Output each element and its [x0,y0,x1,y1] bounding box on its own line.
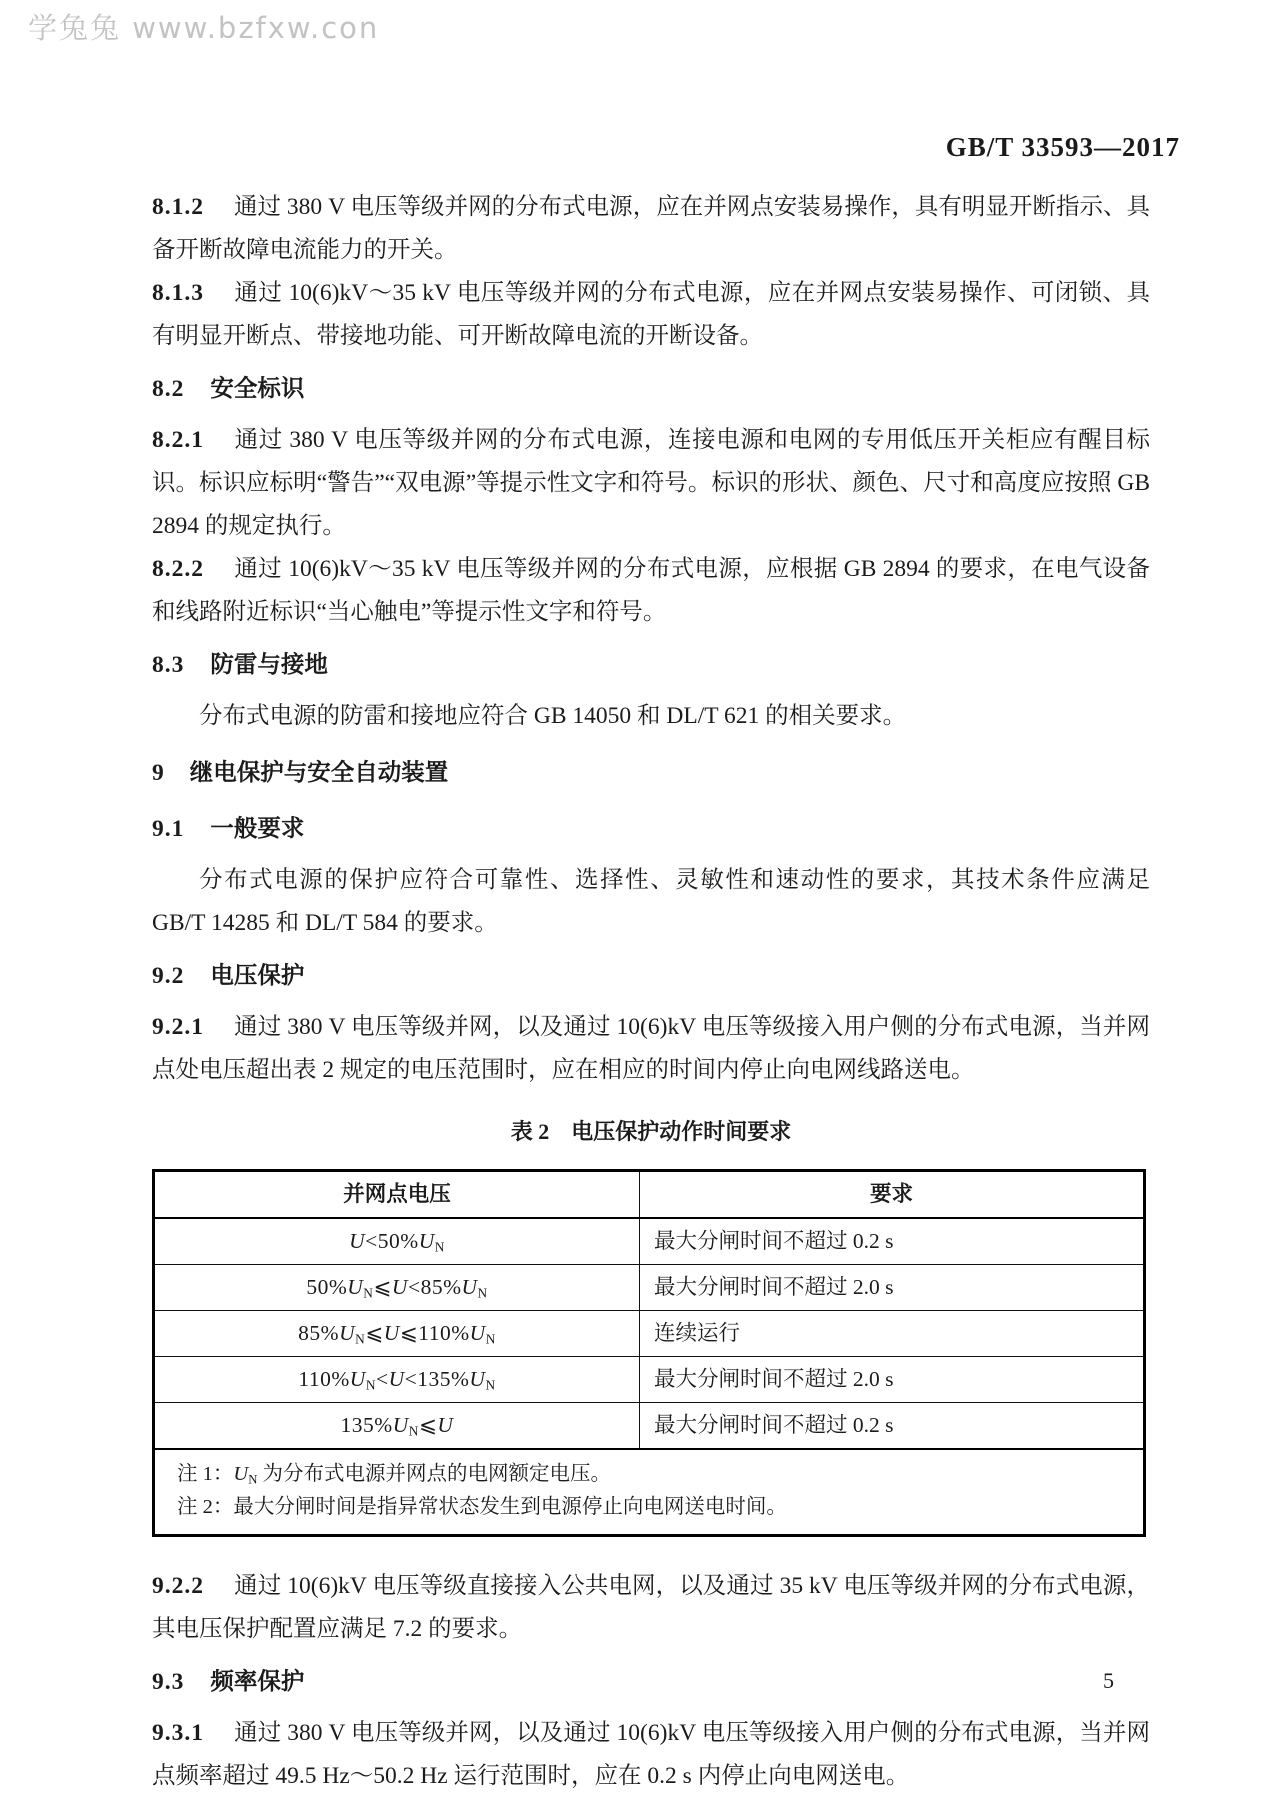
column-header-voltage: 并网点电压 [154,1171,640,1219]
section-heading-8-2: 8.2 安全标识 [152,376,305,402]
column-header-requirement: 要求 [640,1171,1145,1219]
section-number: 9.3 [152,1669,185,1695]
voltage-cell: $135\%U_N⩽U$ [154,1403,640,1450]
watermark: 学兔兔 www.bzfxw.con [28,11,380,45]
requirement-cell: 最大分闸时间不超过 0.2 s [640,1218,1145,1265]
document-body [152,186,1150,1798]
page-number: 5 [1103,1668,1114,1693]
table-row [154,1265,1145,1311]
table-row [154,1357,1145,1403]
table-row [154,1403,1145,1450]
voltage-protection-table [152,1169,1146,1537]
table-header-row [154,1171,1145,1219]
clause-8-2-1: 8.2.1 通过 380 V 电压等级并网的分布式电源，连接电源和电网的专用低压开关柜应有醒目标识。标识应标明“警告”“双电源”等提示性文字和符号。标识的形状、颜色、尺寸和高度应按照 GB 2894 的规定执行。 [152,427,1150,539]
table-notes-row [154,1449,1145,1536]
body-blocks-after-table [152,1565,1150,1798]
voltage-cell: $U<50\%U_N$ [154,1218,640,1265]
clause-number: 9.2.1 [152,1014,204,1040]
section-number: 8.3 [152,652,185,678]
clause-8-1-3: 8.1.3 通过 10(6)kV～35 kV 电压等级并网的分布式电源，应在并网点安装易操作、可闭锁、具有明显开断点、带接地功能、可开断故障电流的开断设备。 [152,280,1150,349]
section-heading-8-3: 8.3 防雷与接地 [152,652,328,678]
clause-number: 9.3.1 [152,1720,204,1746]
section-number: 9.1 [152,816,185,842]
clause-number: 8.1.2 [152,194,204,220]
clause-9-3-1: 9.3.1 通过 380 V 电压等级并网，以及通过 10(6)kV 电压等级接入用户侧的分布式电源，当并网点频率超过 49.5 Hz～50.2 Hz 运行范围时，应在 0.2 s 内停止向电网送电。 [152,1720,1150,1789]
section-heading-9-1: 9.1 一般要求 [152,816,305,842]
voltage-cell: $85\%U_N⩽U⩽110\%U_N$ [154,1311,640,1357]
chapter-number: 9 [152,760,164,786]
clause-9-2-2: 9.2.2 通过 10(6)kV 电压等级直接接入公共电网，以及通过 35 kV 电压等级并网的分布式电源，其电压保护配置应满足 7.2 的要求。 [152,1573,1150,1642]
chapter-heading-9: 9 继电保护与安全自动装置 [152,760,449,786]
voltage-cell: $110\%U_N<U<135\%U_N$ [154,1357,640,1403]
section-number: 9.2 [152,963,185,989]
clause-number: 9.2.2 [152,1573,204,1599]
voltage-cell: $50\%U_N⩽U<85\%U_N$ [154,1265,640,1311]
table-note: 注 1：$U_N$ 为分布式电源并网点的电网额定电压。 [177,1463,611,1487]
table-row [154,1311,1145,1357]
section-heading-9-3: 9.3 频率保护 [152,1669,305,1695]
table-note: 注 2：最大分闸时间是指异常状态发生到电源停止向电网送电时间。 [177,1496,787,1518]
body-blocks-before-table [152,186,1150,1092]
clause-8-1-2: 8.1.2 通过 380 V 电压等级并网的分布式电源，应在并网点安装易操作，具有明显开断指示、具备开断故障电流能力的开关。 [152,194,1150,263]
clause-number: 8.1.3 [152,280,204,306]
requirement-cell: 最大分闸时间不超过 2.0 s [640,1265,1145,1311]
requirement-cell: 最大分闸时间不超过 2.0 s [640,1357,1145,1403]
paragraph: 分布式电源的防雷和接地应符合 GB 14050 和 DL/T 621 的相关要求。 [199,703,907,729]
clause-9-2-1: 9.2.1 通过 380 V 电压等级并网，以及通过 10(6)kV 电压等级接入用户侧的分布式电源，当并网点处电压超出表 2 规定的电压范围时，应在相应的时间内停止向电网线路送电。 [152,1014,1150,1083]
section-heading-9-2: 9.2 电压保护 [152,963,305,989]
clause-8-2-2: 8.2.2 通过 10(6)kV～35 kV 电压等级并网的分布式电源，应根据 GB 2894 的要求，在电气设备和线路附近标识“当心触电”等提示性文字和符号。 [152,556,1150,625]
paragraph: 分布式电源的保护应符合可靠性、选择性、灵敏性和速动性的要求，其技术条件应满足 GB/T 14285 和 DL/T 584 的要求。 [152,867,1150,936]
section-number: 8.2 [152,376,185,402]
requirement-cell: 最大分闸时间不超过 0.2 s [640,1403,1145,1450]
table-row [154,1218,1145,1265]
table-caption: 表 2 电压保护动作时间要求 [510,1119,792,1144]
standard-number: GB/T 33593—2017 [945,132,1180,162]
clause-number: 8.2.1 [152,427,204,453]
requirement-cell: 连续运行 [640,1311,1145,1357]
clause-number: 8.2.2 [152,556,204,582]
